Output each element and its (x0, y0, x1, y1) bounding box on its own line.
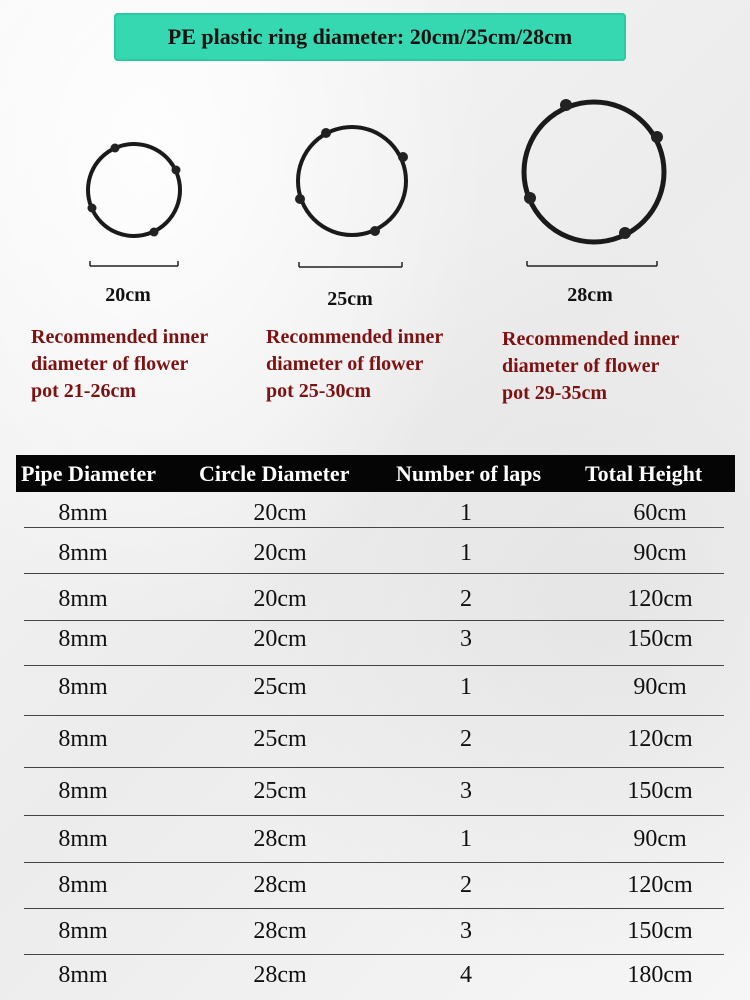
table-cell: 20cm (253, 626, 307, 652)
table-cell: 28cm (253, 962, 307, 988)
ring-20cm-icon (88, 144, 181, 237)
table-cell: 180cm (627, 962, 693, 988)
column-header: Circle Diameter (199, 461, 350, 486)
row-divider (24, 862, 724, 863)
ring-size-label: 28cm (567, 284, 613, 306)
ring-20cm-dimension-line (90, 261, 178, 266)
table-cell: 25cm (253, 778, 307, 804)
table-cell: 1 (460, 540, 472, 566)
pot-recommendation: Recommended inner diameter of flower pot 29-35cm (502, 328, 680, 404)
table-header (16, 455, 735, 492)
ring-size-label: 20cm (105, 284, 151, 306)
row-divider (24, 815, 724, 816)
table-cell: 120cm (627, 872, 693, 898)
table-cell: 8mm (58, 626, 108, 652)
table-cell: 150cm (627, 778, 693, 804)
table-cell: 28cm (253, 826, 307, 852)
table-cell: 8mm (58, 540, 108, 566)
column-header: Total Height (585, 461, 703, 486)
row-divider (24, 573, 724, 574)
table-cell: 8mm (58, 872, 108, 898)
table-cell: 120cm (627, 726, 693, 752)
title-banner: PE plastic ring diameter: 20cm/25cm/28cm (114, 13, 626, 61)
table-cell: 25cm (253, 726, 307, 752)
table-cell: 20cm (253, 500, 307, 526)
row-divider (24, 527, 724, 528)
ring-25cm-dimension-line (299, 262, 402, 267)
table-cell: 2 (460, 872, 472, 898)
ring-28cm-dimension-line (527, 261, 657, 266)
table-cell: 90cm (633, 540, 687, 566)
table-cell: 2 (460, 586, 472, 612)
table-cell: 4 (460, 962, 472, 988)
ring-25cm-icon (295, 127, 408, 236)
table-cell: 1 (460, 826, 472, 852)
table-cell: 1 (460, 500, 472, 526)
table-cell: 28cm (253, 872, 307, 898)
row-divider (24, 715, 724, 716)
ring-size-label: 25cm (327, 288, 373, 310)
table-cell: 150cm (627, 626, 693, 652)
table-cell: 8mm (58, 918, 108, 944)
table-cell: 20cm (253, 586, 307, 612)
table-cell: 28cm (253, 918, 307, 944)
table-cell: 150cm (627, 918, 693, 944)
table-cell: 25cm (253, 674, 307, 700)
table-cell: 2 (460, 726, 472, 752)
table-cell: 20cm (253, 540, 307, 566)
row-divider (24, 620, 724, 621)
column-header: Pipe Diameter (21, 461, 156, 486)
table-cell: 8mm (58, 586, 108, 612)
table-cell: 8mm (58, 962, 108, 988)
table-cell: 8mm (58, 500, 108, 526)
table-cell: 3 (460, 626, 472, 652)
row-divider (24, 954, 724, 955)
row-divider (24, 767, 724, 768)
table-cell: 8mm (58, 726, 108, 752)
table-cell: 8mm (58, 778, 108, 804)
table-cell: 90cm (633, 826, 687, 852)
table-cell: 3 (460, 778, 472, 804)
row-divider (24, 908, 724, 909)
ring-28cm-icon (524, 99, 664, 242)
table-cell: 3 (460, 918, 472, 944)
table-cell: 60cm (633, 500, 687, 526)
column-header: Number of laps (396, 461, 542, 486)
pot-recommendation: Recommended inner diameter of flower pot 21-26cm (31, 326, 209, 402)
row-divider (24, 665, 724, 666)
table-cell: 1 (460, 674, 472, 700)
table-cell: 8mm (58, 826, 108, 852)
table-cell: 8mm (58, 674, 108, 700)
pot-recommendation: Recommended inner diameter of flower pot 25-30cm (266, 326, 444, 402)
table-cell: 90cm (633, 674, 687, 700)
table-cell: 120cm (627, 586, 693, 612)
